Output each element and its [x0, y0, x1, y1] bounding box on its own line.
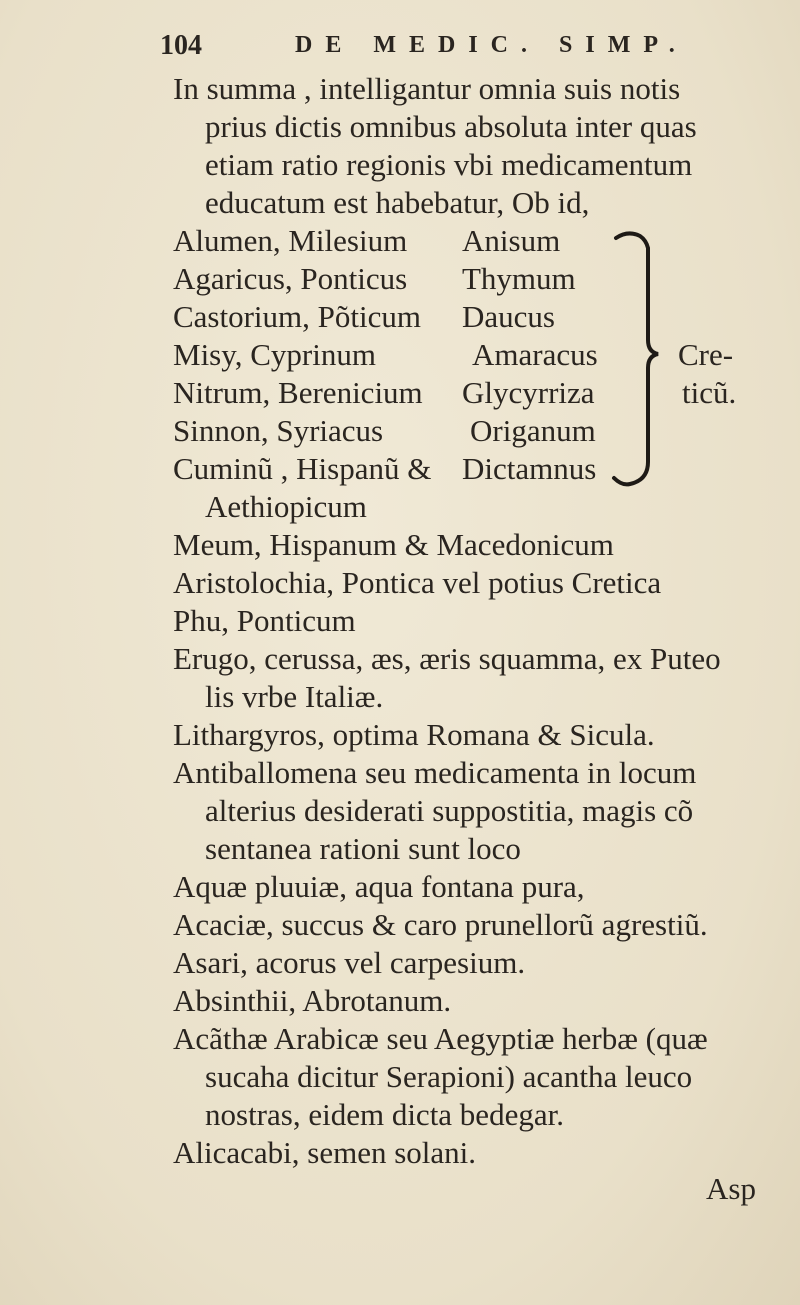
table-left-item: Misy, Cyprinum [173, 337, 376, 372]
text-line: Alicacabi, semen solani. [173, 1135, 477, 1170]
table-left-item: Sinnon, Syriacus [173, 413, 384, 448]
text-line: Acãthæ Arabicæ seu Aegyptiæ herbæ (quæ [173, 1021, 708, 1056]
text-line: Phu, Ponticum [173, 603, 356, 638]
table-right-item: Glycyrriza [462, 375, 595, 410]
table-right-item: Thymum [462, 261, 576, 296]
text-line: educatum est habebatur, Ob id, [205, 185, 590, 220]
text-line: lis vrbe Italiæ. [205, 679, 384, 714]
table-left-item: Agaricus, Ponticus [173, 261, 408, 296]
page-number: 104 [160, 30, 202, 61]
table-right-item: Daucus [462, 299, 555, 334]
table-right-item: Dictamnus [462, 451, 597, 486]
text-line: Lithargyros, optima Romana & Sicula. [173, 717, 655, 752]
text-line: alterius desiderati suppostitia, magis cõ [205, 793, 694, 828]
catchword: Asp [706, 1171, 756, 1206]
table-right-item: Origanum [470, 413, 596, 448]
table-left-item: Nitrum, Berenicium [173, 375, 423, 410]
text-line: nostras, eidem dicta bedegar. [205, 1097, 564, 1132]
text-line: Antiballomena seu medicamenta in locum [173, 755, 697, 790]
grouping-brace-icon [608, 222, 678, 492]
table-left-item: Alumen, Milesium [173, 223, 408, 258]
text-line: Aquæ pluuiæ, aqua fontana pura, [173, 869, 585, 904]
text-line: prius dictis omnibus absoluta inter quas [205, 109, 697, 144]
table-left-item: Aethiopicum [205, 489, 367, 524]
table-left-item: Castorium, Põticum [173, 299, 421, 334]
text-line: Acaciæ, succus & caro prunellorũ agrestiũ. [173, 907, 708, 942]
text-line: sentanea rationi sunt loco [205, 831, 521, 866]
text-line: Aristolochia, Pontica vel potius Cretica [173, 565, 662, 600]
text-line: In summa , intelligantur omnia suis notis [173, 71, 681, 106]
text-line: Absinthii, Abrotanum. [173, 983, 452, 1018]
brace-label: Cre- [678, 337, 734, 372]
brace-label: ticũ. [682, 375, 737, 410]
running-title: DE MEDIC. SIMP. [295, 32, 688, 58]
table-left-item: Cuminũ , Hispanũ & [173, 451, 432, 486]
table-right-item: Amaracus [472, 337, 598, 372]
text-line: Erugo, cerussa, æs, æris squamma, ex Puteo [173, 641, 721, 676]
text-line: sucaha dicitur Serapioni) acantha leuco [205, 1059, 693, 1094]
text-line: Asari, acorus vel carpesium. [173, 945, 526, 980]
text-line: Meum, Hispanum & Macedonicum [173, 527, 614, 562]
table-right-item: Anisum [462, 223, 561, 258]
text-line: etiam ratio regionis vbi medicamentum [205, 147, 693, 182]
